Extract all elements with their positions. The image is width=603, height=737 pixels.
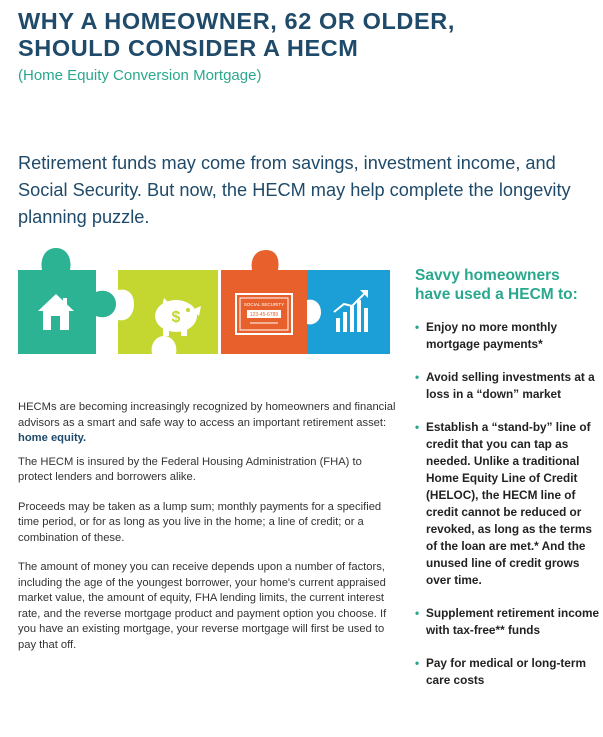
card-text-2: 123-45-6789 xyxy=(249,312,279,318)
bullet-icon: • xyxy=(415,656,420,670)
bullet-icon: • xyxy=(415,606,420,620)
body-paragraph-4: The amount of money you can receive depends upon a number of factors, including the age of the youngest borrower, your home's current appraised market value, the amount of equity, FHA lending limits, the current interest rate, and the reverse mortgage product and payment option you choose. If you have an existing mortgage, your reverse mortgage will first be used to pay that off. xyxy=(18,561,387,651)
sidebar-title-line-2: have used a HECM to: xyxy=(415,286,578,303)
benefit-item: • Avoid selling investments at a loss in a “down” market xyxy=(415,370,595,401)
card-text-1: SOCIAL SECURITY xyxy=(243,302,285,307)
bullet-icon: • xyxy=(415,370,420,384)
puzzle-illustration xyxy=(18,248,396,356)
benefits-list xyxy=(415,319,600,689)
body-copy xyxy=(18,400,396,667)
body-paragraph-3: Proceeds may be taken as a lump sum; monthly payments for a specified time period, or for as long as you live in the home; a line of credit; or a combination of these. xyxy=(18,500,382,544)
benefit-item: • Pay for medical or long-term care costs xyxy=(415,656,586,687)
sidebar-title xyxy=(415,266,600,304)
benefit-item: • Supplement retirement income with tax-free** funds xyxy=(415,606,600,637)
page-subtitle: (Home Equity Conversion Mortgage) xyxy=(18,67,262,84)
benefit-item: • Enjoy no more monthly mortgage payments* xyxy=(415,320,558,351)
puzzle-piece-blue xyxy=(307,270,390,354)
bullet-icon: • xyxy=(415,420,420,434)
benefits-sidebar xyxy=(415,266,600,705)
svg-text:$: $ xyxy=(171,309,181,326)
title-line-1: WHY A HOMEOWNER, 62 OR OLDER, xyxy=(18,8,455,34)
body-paragraph-1: HECMs are becoming increasingly recognized by homeowners and financial advisors as a smart and safe way to access an important retirement asset: home equity. xyxy=(18,401,396,444)
sidebar-title-line-1: Savvy homeowners xyxy=(415,267,560,284)
bullet-icon: • xyxy=(415,320,420,334)
page-title xyxy=(18,8,598,62)
intro-paragraph: Retirement funds may come from savings, investment income, and Social Security. But now, the HECM may help complete the longevity planning puzzle. xyxy=(18,153,571,227)
body-paragraph-2: The HECM is insured by the Federal Housing Administration (FHA) to protect lenders and borrowers alike. xyxy=(18,455,362,483)
benefit-item: • Establish a “stand-by” line of credit that you can tap as needed. Unlike a traditional Home Equity Line of Credit (HELOC), the HECM line of credit cannot be reduced or revoked, as long as the terms of the loan are met.* And the unused line of credit grows over time. xyxy=(415,420,592,587)
title-line-2: SHOULD CONSIDER A HECM xyxy=(18,35,359,61)
home-equity-emphasis: home equity. xyxy=(18,432,87,444)
